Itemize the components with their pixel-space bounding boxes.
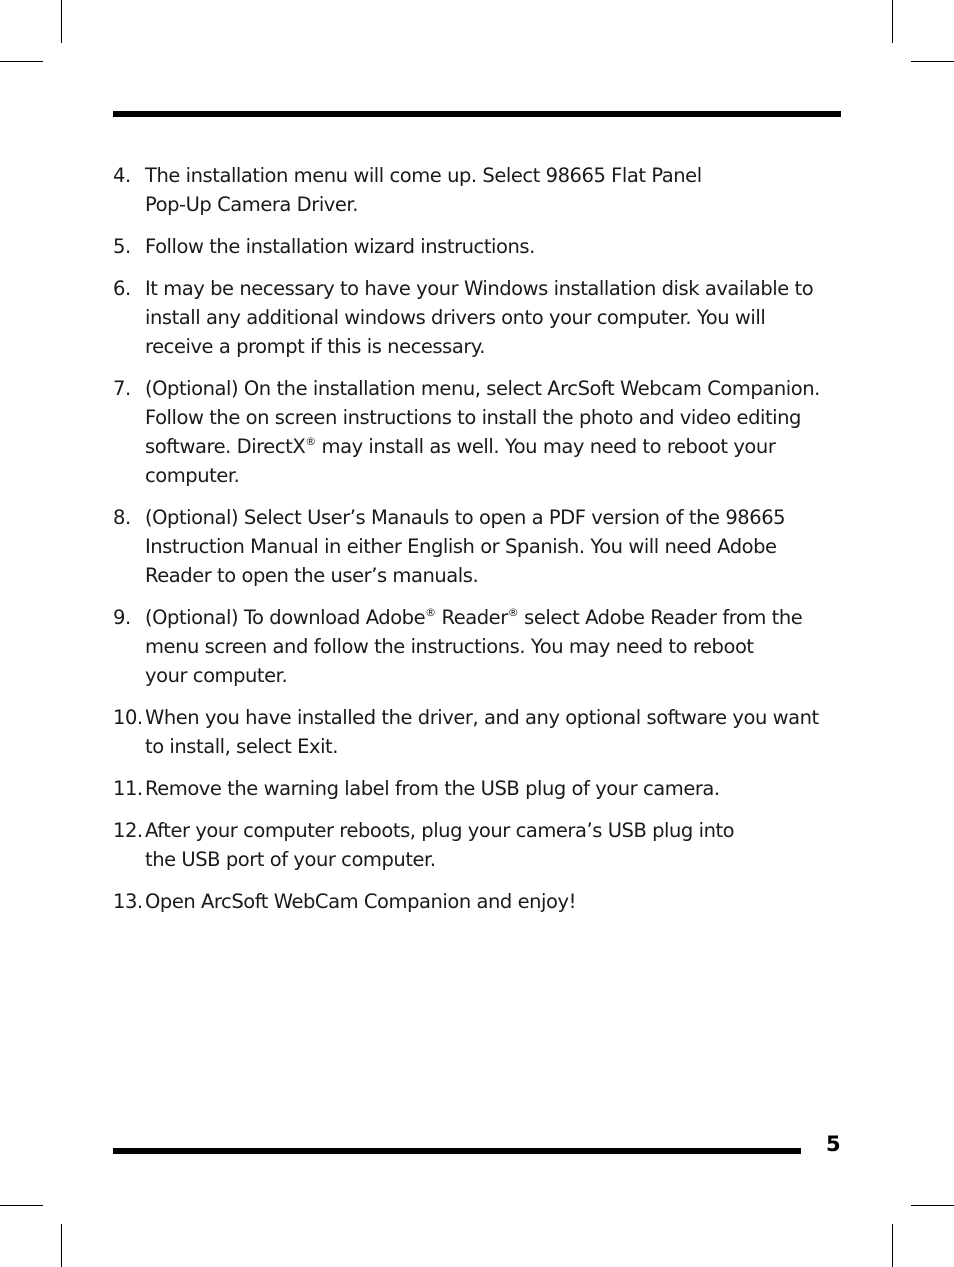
step-item — [113, 703, 833, 761]
step-text — [145, 887, 833, 916]
step-text — [145, 161, 833, 219]
step-number: 9. — [113, 606, 131, 629]
step-number: 4. — [113, 164, 131, 187]
step-text — [145, 774, 833, 803]
step-number: 8. — [113, 506, 131, 529]
step-item — [113, 232, 833, 261]
step-line: Follow the installation wizard instructions. — [145, 235, 535, 258]
step-line: software. DirectX® may install as well. You may need to reboot your — [145, 434, 776, 458]
step-item — [113, 161, 833, 219]
step-line: (Optional) Select User’s Manauls to open a PDF version of the 98665 — [145, 506, 786, 529]
footer-rule — [113, 1148, 801, 1154]
crop-mark-bottom-right-vertical — [892, 1224, 893, 1267]
step-item — [113, 774, 833, 803]
step-line: After your computer reboots, plug your camera’s USB plug into — [145, 819, 735, 842]
step-text — [145, 374, 833, 490]
step-item — [113, 603, 833, 690]
step-line: receive a prompt if this is necessary. — [145, 335, 485, 358]
step-line: the USB port of your computer. — [145, 848, 436, 871]
step-line: Pop-Up Camera Driver. — [145, 193, 358, 216]
step-line: Open ArcSoft WebCam Companion and enjoy! — [145, 890, 576, 913]
step-text — [145, 232, 833, 261]
crop-mark-top-right-vertical — [892, 0, 893, 43]
step-item — [113, 374, 833, 490]
crop-mark-top-left-vertical — [61, 0, 62, 43]
step-line: (Optional) On the installation menu, select ArcSoft Webcam Companion. — [145, 377, 820, 400]
crop-mark-top-left-horizontal — [0, 61, 43, 62]
step-number: 5. — [113, 235, 131, 258]
step-line: Reader to open the user’s manuals. — [145, 564, 479, 587]
step-line: install any additional windows drivers onto your computer. You will — [145, 306, 766, 329]
page-number: 5 — [826, 1132, 841, 1156]
step-line: Remove the warning label from the USB plug of your camera. — [145, 777, 720, 800]
step-number: 10. — [113, 706, 143, 729]
step-item — [113, 816, 833, 874]
step-text — [145, 816, 833, 874]
step-line: The installation menu will come up. Select 98665 Flat Panel — [145, 164, 702, 187]
step-text — [145, 274, 833, 361]
header-rule — [113, 111, 841, 117]
step-item — [113, 274, 833, 361]
step-line: menu screen and follow the instructions. You may need to reboot — [145, 635, 754, 658]
step-number: 11. — [113, 777, 143, 800]
step-text — [145, 503, 833, 590]
step-line: computer. — [145, 464, 240, 487]
step-line: When you have installed the driver, and any optional software you want — [145, 706, 819, 729]
step-number: 7. — [113, 377, 131, 400]
step-text — [145, 603, 833, 690]
step-number: 6. — [113, 277, 131, 300]
step-item — [113, 887, 833, 916]
step-item — [113, 503, 833, 590]
crop-mark-bottom-left-vertical — [61, 1224, 62, 1267]
instruction-steps-list — [113, 161, 833, 929]
crop-mark-bottom-right-horizontal — [911, 1205, 954, 1206]
step-line: your computer. — [145, 664, 288, 687]
step-line: (Optional) To download Adobe® Reader® select Adobe Reader from the — [145, 605, 803, 629]
step-line: to install, select Exit. — [145, 735, 338, 758]
step-number: 13. — [113, 890, 143, 913]
step-number: 12. — [113, 819, 143, 842]
step-line: Instruction Manual in either English or Spanish. You will need Adobe — [145, 535, 777, 558]
crop-mark-bottom-left-horizontal — [0, 1205, 43, 1206]
step-line: It may be necessary to have your Windows installation disk available to — [145, 277, 814, 300]
crop-mark-top-right-horizontal — [911, 61, 954, 62]
step-text — [145, 703, 833, 761]
step-line: Follow the on screen instructions to install the photo and video editing — [145, 406, 801, 429]
